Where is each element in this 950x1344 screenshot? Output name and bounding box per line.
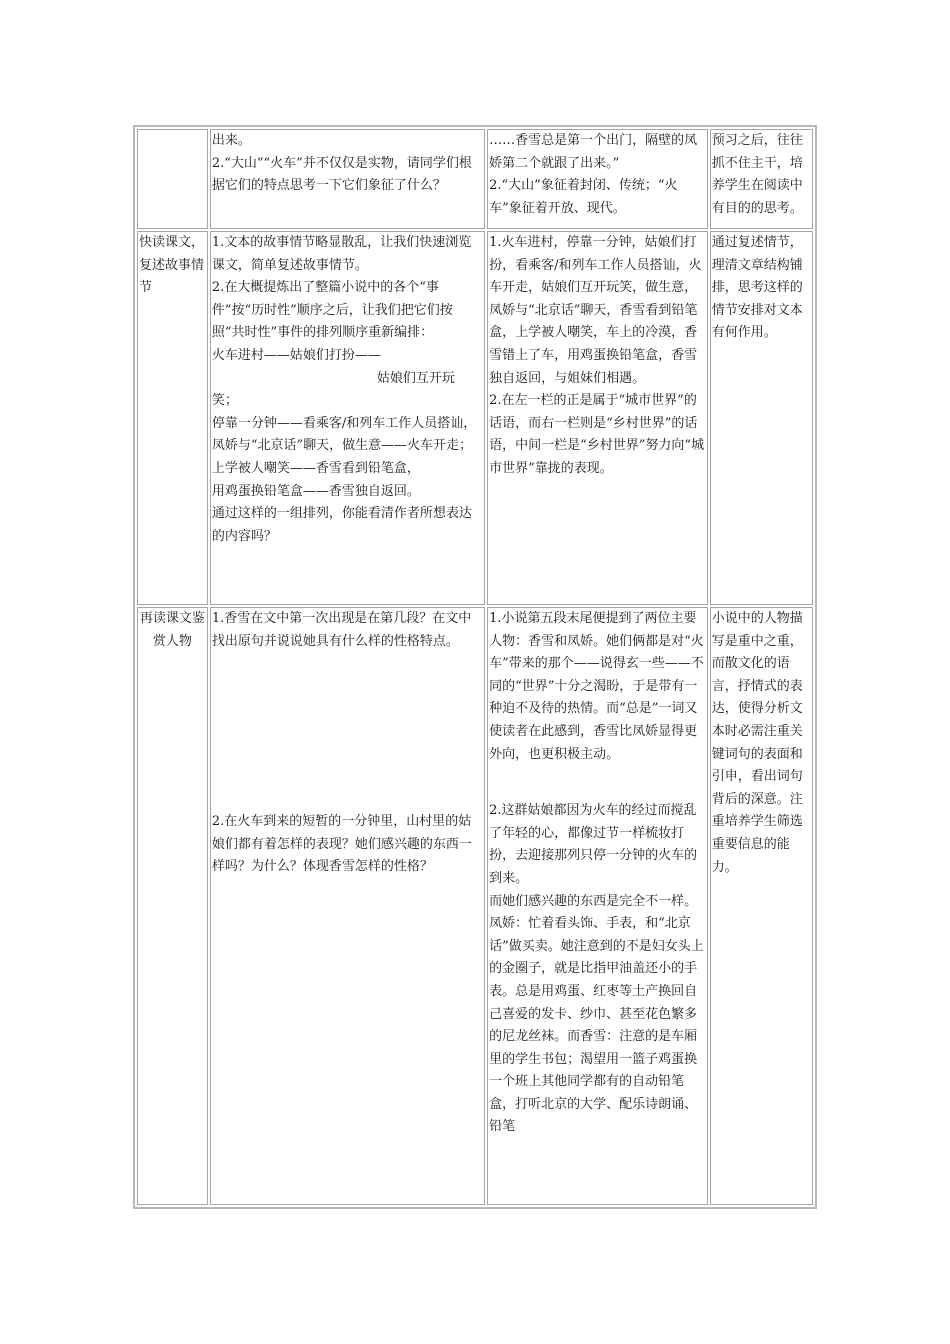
activity-text: 通过这样的一组排列，你能看清作者所想表达的内容吗？ — [211, 506, 472, 544]
activity-text: 停靠一分钟——看乘客/和列车工作人员搭讪，凤娇与“北京话”聊天，做生意——火车开走； — [211, 415, 477, 454]
answer-text: 1.小说第五段末尾便提到了两位主要人物：香雪和凤娇。她们俩都是对“火车”带来的那个——说得玄一些——不同的“世界”十分之渴盼，于是带有一种迫不及待的热情。而“总是”一词又使读者在此感到，香雪比凤娇显得更外向，也更积极主动。 — [489, 611, 704, 762]
section-title: 快读课文，复述故事情节 — [139, 235, 205, 296]
intent-text: 通过复述情节，理清文章结构铺排，思考这样的情节安排对文本有何作用。 — [711, 235, 803, 341]
activity-text: 2.在大概提炼出了整篇小说中的各个“事件”按“历时性”顺序之后，让我们把它们按照“共时性”事件的排列顺序重新编排： — [211, 280, 453, 341]
answer-text: 2.这群姑娘都因为火车的经过而搅乱了年轻的心，都像过节一样梳妆打扮，去迎接那列只停一分钟的火车的到来。 — [489, 803, 698, 886]
answer-text: 1.火车进村，停靠一分钟，姑娘们打扮，看乘客/和列车工作人员搭讪，火车开走，姑娘们互开玩笑，做生意，凤娇与“北京话”聊天，香雪看到铅笔盒，上学被人嘲笑，车上的冷漠，香雪错上了车，用鸡蛋换铅笔盒，香雪独自返回，与姐妹们相遇。 — [489, 235, 702, 386]
activity-text: 2.“大山”“火车”并不仅仅是实物，请同学们根据它们的特点思考一下它们象征了什么？ — [211, 155, 472, 194]
section-cell — [137, 231, 208, 605]
teacher-activity-cell — [210, 129, 485, 229]
section-cell — [137, 129, 208, 229]
intent-text: 预习之后，往往抓不住主干，培养学生在阅读中有目的的思考。 — [711, 133, 803, 216]
table-row — [137, 129, 813, 229]
answer-text: 2.在左一栏的正是属于“城市世界”的话语，而右一栏则是“乡村世界”的话语，中间一栏是“乡村世界”努力向“城市世界”靠拢的表现。 — [489, 393, 705, 476]
answer-text: 而她们感兴趣的东西是完全不一样。凤娇：忙着看头饰、手表，和“北京话”做买卖。她注意到的不是妇女头上的金圈子，就是比指甲油盖还小的手表。总是用鸡蛋、红枣等土产换回自己喜爱的发卡、纱巾、甚至花色繁多的尼龙丝袜。而香雪：注意的是车厢里的学生书包；渴望用一篮子鸡蛋换一个班上其他同学都有的自动铅笔盒，打听北京的大学、配乐诗朗诵、铅笔 — [489, 893, 704, 1135]
answer-text: ……香雪总是第一个出门，隔壁的凤娇第二个就跟了出来。” — [489, 133, 698, 171]
lesson-plan-table — [133, 125, 817, 1209]
activity-text: 火车进村——姑娘们打扮—— — [211, 347, 381, 363]
student-activity-cell — [487, 129, 708, 229]
section-cell — [137, 607, 208, 1205]
table-row — [137, 231, 813, 605]
table-row — [137, 607, 813, 1205]
activity-text: 1.文本的故事情节略显散乱，让我们快速浏览课文，简单复述故事情节。 — [211, 235, 472, 273]
activity-text: 出来。 — [211, 133, 251, 148]
intent-text: 小说中的人物描写是重中之重，而散文化的语言，抒情式的表达，使得分析文本时必需注重关键词句的表面和引申，看出词句背后的深意。注重培养学生筛选重要信息的能力。 — [711, 611, 803, 875]
activity-text: 笑； — [211, 393, 238, 409]
design-intent-cell — [710, 607, 813, 1205]
section-title: 再读课文鉴赏人物 — [139, 611, 205, 649]
design-intent-cell — [710, 129, 813, 229]
activity-text: 1.香雪在文中第一次出现是在第几段？在文中找出原句并说说她具有什么样的性格特点。 — [211, 611, 472, 649]
teacher-activity-cell — [210, 231, 485, 605]
answer-text: 2.“大山”象征着封闭、传统；“火车”象征着开放、现代。 — [489, 178, 678, 216]
student-activity-cell — [487, 231, 708, 605]
design-intent-cell — [710, 231, 813, 605]
activity-text: 2.在火车到来的短暂的一分钟里，山村里的姑娘们都有着怎样的表现？她们感兴趣的东西一样吗？为什么？体现香雪怎样的性格？ — [211, 814, 472, 875]
spacer — [489, 766, 706, 800]
student-activity-cell — [487, 607, 708, 1205]
activity-text: 姑娘们互开玩 — [376, 370, 455, 386]
activity-text: 用鸡蛋换铅笔盒——香雪独自返回。 — [211, 483, 420, 499]
teacher-activity-cell — [210, 607, 485, 1205]
activity-text: 上学被人嘲笑——香雪看到铅笔盒， — [211, 460, 420, 476]
